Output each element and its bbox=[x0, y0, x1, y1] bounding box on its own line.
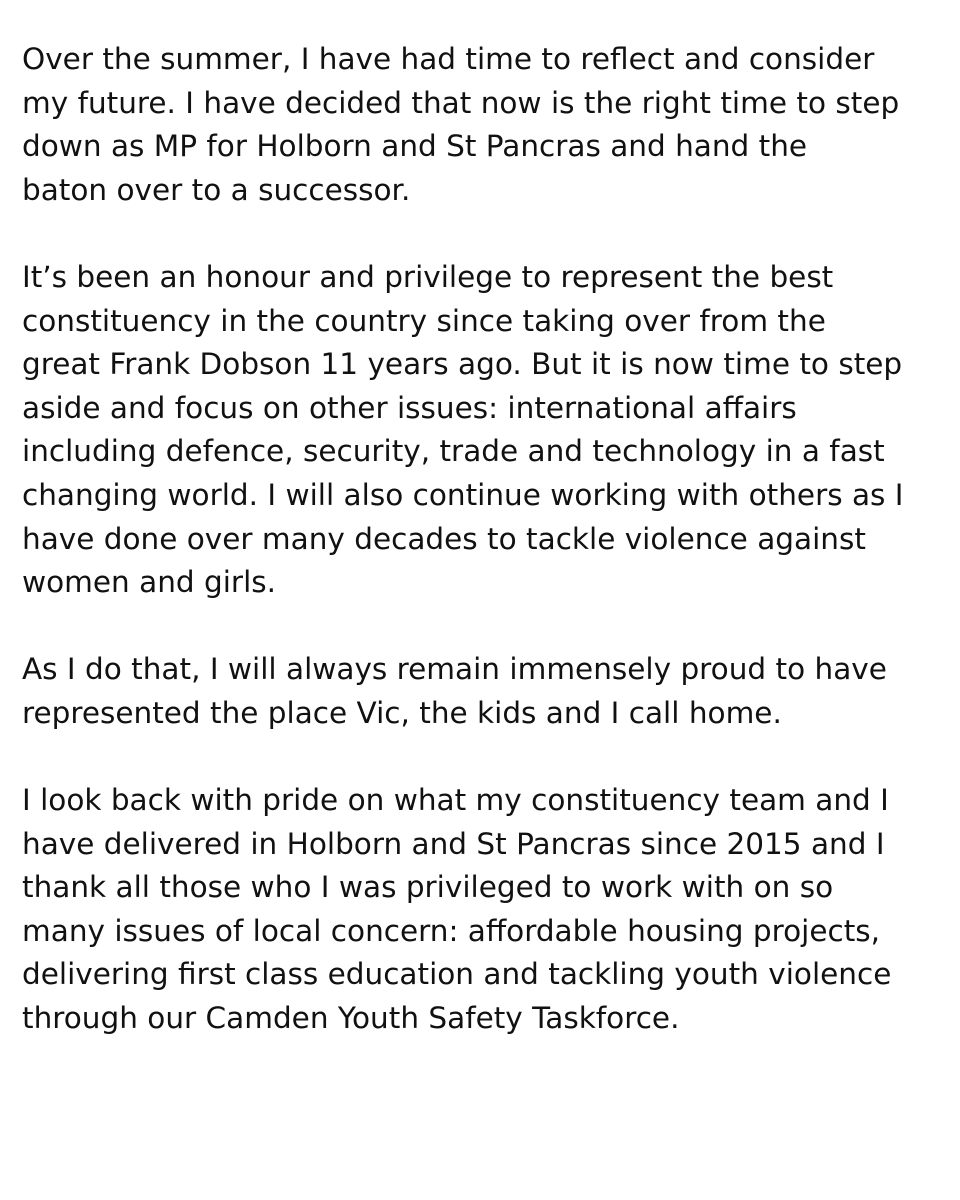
statement-text bbox=[22, 38, 952, 1041]
paragraph-3 bbox=[22, 648, 952, 735]
text-line: Over the summer, I have had time to reflect and consider bbox=[22, 42, 875, 76]
paragraph-2 bbox=[22, 256, 952, 605]
text-line: women and girls. bbox=[22, 565, 277, 600]
text-line: It’s been an honour and privilege to represent the best bbox=[22, 259, 834, 294]
text-line: have done over many decades to tackle violence against bbox=[22, 521, 866, 556]
text-line: aside and focus on other issues: international affairs bbox=[22, 390, 797, 425]
text-line: have delivered in Holborn and St Pancras since 2015 and I bbox=[22, 826, 885, 861]
text-line: represented the place Vic, the kids and I call home. bbox=[22, 695, 782, 730]
paragraph-gap bbox=[22, 736, 952, 780]
text-line: thank all those who I was privileged to work with on so bbox=[22, 870, 834, 905]
text-line: I look back with pride on what my constituency team and I bbox=[22, 783, 889, 818]
text-line: my future. I have decided that now is the right time to step bbox=[22, 85, 900, 120]
paragraph-gap bbox=[22, 212, 952, 256]
text-line: constituency in the country since taking over from the bbox=[22, 303, 826, 338]
text-line: including defence, security, trade and technology in a fast bbox=[22, 434, 885, 469]
text-line: many issues of local concern: affordable housing projects, bbox=[22, 913, 881, 948]
text-line: changing world. I will also continue working with others as I bbox=[22, 477, 904, 512]
paragraph-gap bbox=[22, 605, 952, 649]
text-line: baton over to a successor. bbox=[22, 172, 411, 207]
text-line: As I do that, I will always remain immensely proud to have bbox=[22, 652, 887, 687]
text-line: great Frank Dobson 11 years ago. But it is now time to step bbox=[22, 347, 903, 382]
paragraph-4 bbox=[22, 779, 952, 1041]
text-line: delivering first class education and tackling youth violence bbox=[22, 957, 892, 992]
text-line: down as MP for Holborn and St Pancras and hand the bbox=[22, 129, 808, 164]
text-line: through our Camden Youth Safety Taskforce. bbox=[22, 1001, 680, 1036]
paragraph-1 bbox=[22, 38, 952, 212]
